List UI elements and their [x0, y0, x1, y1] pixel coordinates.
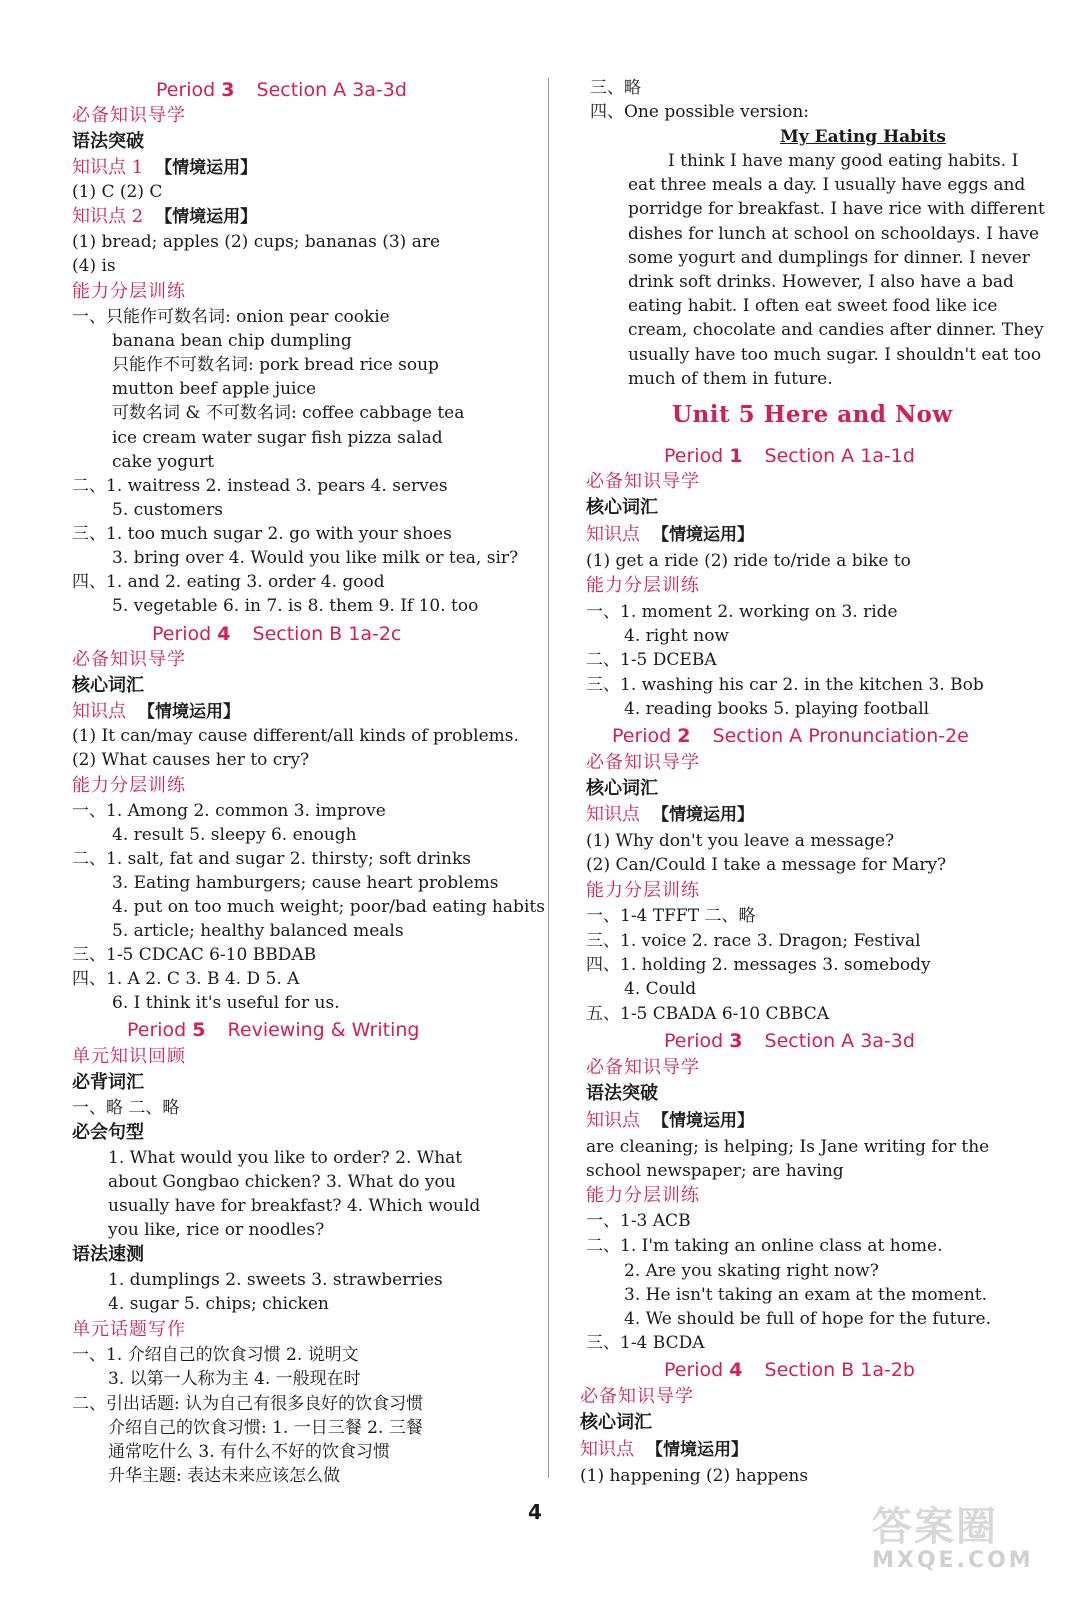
- answer-line: 五、1-5 CBADA 6-10 CBBCA: [586, 1004, 830, 1024]
- knowledge-point-heading: [72, 700, 240, 724]
- subsection-heading: 核心词汇: [586, 778, 658, 799]
- answer-line: dishes for lunch at school on schooldays. I have: [628, 224, 1040, 244]
- situation-tag: 【情境运用】: [155, 158, 258, 178]
- period-label: Period: [664, 445, 730, 467]
- answer-line: 三、1-5 CDCAC 6-10 BBDAB: [72, 945, 317, 965]
- answer-line: eating habit. I often eat sweet food like ice: [628, 296, 998, 316]
- situation-tag: 【情境运用】: [652, 1111, 754, 1131]
- answer-line: 一、1. 介绍自己的饮食习惯 2. 说明文: [72, 1345, 359, 1365]
- answer-line: usually have too much sugar. I shouldn't eat too: [628, 345, 1042, 365]
- answer-line: (1) happening (2) happens: [580, 1466, 809, 1486]
- answer-line: 四、1. and 2. eating 3. order 4. good: [72, 572, 385, 592]
- answer-line: 通常吃什么 3. 有什么不好的饮食习惯: [108, 1442, 391, 1462]
- period-label: Period: [152, 623, 218, 645]
- answer-line: 4. reading books 5. playing football: [624, 699, 930, 719]
- answer-line: are cleaning; is helping; Is Jane writing for the: [586, 1137, 990, 1157]
- knowledge-point-heading: [580, 1438, 748, 1462]
- section-heading: 能力分层训练: [586, 1185, 700, 1206]
- section-heading: 能力分层训练: [586, 575, 700, 596]
- answer-line: 1. dumplings 2. sweets 3. strawberries: [108, 1270, 443, 1290]
- answer-line: 一、1. Among 2. common 3. improve: [72, 801, 386, 821]
- answer-line: 4. result 5. sleepy 6. enough: [112, 825, 357, 845]
- answer-line: (1) It can/may cause different/all kinds of problems.: [72, 726, 519, 746]
- section-label: Section B 1a-2c: [252, 623, 402, 645]
- subsection-heading: 必背词汇: [72, 1072, 144, 1093]
- answer-line: 四、1. holding 2. messages 3. somebody: [586, 955, 931, 975]
- answer-line: ice cream water sugar fish pizza salad: [112, 428, 443, 448]
- answer-line: 1. What would you like to order? 2. What: [108, 1148, 463, 1168]
- section-heading: 必备知识导学: [586, 1057, 700, 1078]
- answer-line: 3. bring over 4. Would you like milk or tea, sir?: [112, 548, 519, 568]
- answer-line: 三、1-4 BCDA: [586, 1333, 705, 1353]
- answer-line: 介绍自己的饮食习惯: 1. 一日三餐 2. 三餐: [108, 1418, 423, 1438]
- subsection-heading: 语法突破: [72, 131, 144, 152]
- knowledge-point-label: 知识点: [72, 701, 126, 722]
- knowledge-point-label: 知识点 1: [72, 157, 144, 178]
- situation-tag: 【情境运用】: [652, 805, 754, 825]
- period-label: Period: [664, 1030, 730, 1052]
- watermark-text: 答案圈: [872, 1504, 998, 1550]
- knowledge-point-heading: [586, 803, 754, 827]
- period-label: Period: [664, 1359, 730, 1381]
- answer-line: 四、One possible version:: [590, 102, 809, 122]
- answer-line: usually have for breakfast? 4. Which would: [108, 1196, 481, 1216]
- section-label: Section A 3a-3d: [256, 79, 407, 101]
- answer-line: (2) Can/Could I take a message for Mary?: [586, 855, 947, 875]
- period-number: 5: [192, 1019, 206, 1041]
- section-heading: 能力分层训练: [586, 880, 700, 901]
- period-heading: [612, 724, 969, 748]
- answer-line: eat three meals a day. I usually have eggs and: [628, 175, 1026, 195]
- subsection-heading: 语法突破: [586, 1083, 658, 1104]
- period-heading: [152, 622, 401, 646]
- period-label: Period: [156, 79, 222, 101]
- answer-line: porridge for breakfast. I have rice with different: [628, 199, 1045, 219]
- answer-line: 四、1. A 2. C 3. B 4. D 5. A: [72, 969, 300, 989]
- answer-line: mutton beef apple juice: [112, 379, 317, 399]
- period-number: 3: [221, 79, 235, 101]
- knowledge-point-label: 知识点 2: [72, 206, 144, 227]
- section-label: Section A 3a-3d: [764, 1030, 915, 1052]
- answer-line: 一、1-4 TFFT 二、略: [586, 906, 756, 926]
- answer-line: (1) C (2) C: [72, 182, 163, 202]
- answer-line: 6. I think it's useful for us.: [112, 993, 340, 1013]
- essay-title: My Eating Habits: [780, 127, 946, 147]
- answer-line: 二、1. waitress 2. instead 3. pears 4. serves: [72, 476, 448, 496]
- answer-line: 5. article; healthy balanced meals: [112, 921, 404, 941]
- answer-line: 三、1. washing his car 2. in the kitchen 3. Bob: [586, 675, 984, 695]
- answer-line: 2. Are you skating right now?: [624, 1261, 879, 1281]
- subsection-heading: 语法速测: [72, 1244, 144, 1265]
- page-number: 4: [528, 1500, 542, 1524]
- situation-tag: 【情境运用】: [646, 1440, 748, 1460]
- answer-line: 一、只能作可数名词: onion pear cookie: [72, 307, 390, 327]
- subsection-heading: 核心词汇: [580, 1412, 652, 1433]
- subsection-heading: 核心词汇: [586, 497, 658, 518]
- answer-line: about Gongbao chicken? 3. What do you: [108, 1172, 456, 1192]
- answer-line: some yogurt and dumplings for dinner. I never: [628, 248, 1030, 268]
- answer-line: cake yogurt: [112, 452, 215, 472]
- section-heading: 必备知识导学: [72, 649, 186, 670]
- answer-line: 二、引出话题: 认为自己有很多良好的饮食习惯: [72, 1394, 424, 1414]
- section-label: Reviewing & Writing: [227, 1019, 420, 1041]
- period-heading: [664, 1029, 915, 1053]
- period-label: Period: [612, 725, 678, 747]
- period-heading: [664, 444, 915, 468]
- answer-line: banana bean chip dumpling: [112, 331, 352, 351]
- knowledge-point-heading: [72, 156, 257, 180]
- answer-line: 二、1. I'm taking an online class at home.: [586, 1236, 943, 1256]
- answer-line: 4. put on too much weight; poor/bad eating habits: [112, 897, 545, 917]
- answer-line: 4. sugar 5. chips; chicken: [108, 1294, 329, 1314]
- period-number: 3: [729, 1030, 743, 1052]
- subsection-heading: 核心词汇: [72, 675, 144, 696]
- period-number: 4: [217, 623, 231, 645]
- answer-line: (1) get a ride (2) ride to/ride a bike to: [586, 551, 911, 571]
- situation-tag: 【情境运用】: [155, 207, 258, 227]
- section-heading: 必备知识导学: [580, 1386, 694, 1407]
- situation-tag: 【情境运用】: [138, 702, 240, 722]
- answer-line: (1) bread; apples (2) cups; bananas (3) are: [72, 232, 441, 252]
- answer-line: 三、略: [590, 78, 641, 98]
- answer-line: 一、略 二、略: [72, 1098, 180, 1118]
- answer-line: 4. We should be full of hope for the future.: [624, 1309, 991, 1329]
- answer-line: drink soft drinks. However, I also have a bad: [628, 272, 1014, 292]
- period-heading: [156, 78, 407, 102]
- section-heading: 能力分层训练: [72, 281, 186, 302]
- answer-line: you like, rice or noodles?: [108, 1220, 325, 1240]
- period-label: Period: [127, 1019, 193, 1041]
- column-divider: [548, 78, 549, 1478]
- answer-line: 只能作不可数名词: pork bread rice soup: [112, 355, 439, 375]
- answer-line: 可数名词 & 不可数名词: coffee cabbage tea: [112, 403, 465, 423]
- situation-tag: 【情境运用】: [652, 525, 754, 545]
- answer-line: 升华主题: 表达未来应该怎么做: [108, 1466, 341, 1486]
- answer-line: 二、1. salt, fat and sugar 2. thirsty; soft drinks: [72, 849, 471, 869]
- section-heading: 单元知识回顾: [72, 1046, 186, 1067]
- watermark-logo: [872, 1505, 1052, 1575]
- answer-line: 一、1-3 ACB: [586, 1211, 691, 1231]
- answer-line: (4) is: [72, 256, 116, 276]
- watermark-url: MXQE.COM: [872, 1548, 1034, 1573]
- section-label: Section A 1a-1d: [764, 445, 915, 467]
- section-heading: 必备知识导学: [586, 471, 700, 492]
- answer-line: 三、1. too much sugar 2. go with your shoes: [72, 524, 452, 544]
- answer-line: 3. He isn't taking an exam at the moment.: [624, 1285, 988, 1305]
- answer-line: school newspaper; are having: [586, 1161, 844, 1181]
- knowledge-point-heading: [586, 523, 754, 547]
- knowledge-point-label: 知识点: [586, 804, 640, 825]
- answer-line: 4. Could: [624, 979, 697, 999]
- unit-title: Unit 5 Here and Now: [672, 401, 953, 428]
- knowledge-point-heading: [586, 1109, 754, 1133]
- section-heading: 单元话题写作: [72, 1319, 186, 1340]
- section-label: Section A Pronunciation-2e: [712, 725, 969, 747]
- answer-line: (1) Why don't you leave a message?: [586, 831, 895, 851]
- period-heading: [127, 1018, 419, 1042]
- answer-line: 3. Eating hamburgers; cause heart problems: [112, 873, 499, 893]
- section-label: Section B 1a-2b: [764, 1359, 915, 1381]
- knowledge-point-label: 知识点: [580, 1439, 634, 1460]
- answer-line: (2) What causes her to cry?: [72, 750, 310, 770]
- subsection-heading: 必会句型: [72, 1122, 144, 1143]
- period-heading: [664, 1358, 915, 1382]
- section-heading: 能力分层训练: [72, 775, 186, 796]
- answer-line: 5. vegetable 6. in 7. is 8. them 9. If 10. too: [112, 596, 479, 616]
- knowledge-point-heading: [72, 205, 257, 229]
- period-number: 1: [729, 445, 743, 467]
- section-heading: 必备知识导学: [72, 105, 186, 126]
- answer-line: 3. 以第一人称为主 4. 一般现在时: [108, 1369, 361, 1389]
- answer-line: cream, chocolate and candies after dinner. They: [628, 320, 1044, 340]
- answer-line: 二、1-5 DCEBA: [586, 650, 717, 670]
- knowledge-point-label: 知识点: [586, 1110, 640, 1131]
- period-number: 4: [729, 1359, 743, 1381]
- period-number: 2: [677, 725, 691, 747]
- knowledge-point-label: 知识点: [586, 524, 640, 545]
- answer-line: I think I have many good eating habits. I: [668, 151, 1019, 171]
- answer-line: 5. customers: [112, 500, 223, 520]
- answer-line: 4. right now: [624, 626, 729, 646]
- answer-line: 三、1. voice 2. race 3. Dragon; Festival: [586, 931, 921, 951]
- answer-line: 一、1. moment 2. working on 3. ride: [586, 602, 898, 622]
- answer-line: much of them in future.: [628, 369, 833, 389]
- section-heading: 必备知识导学: [586, 752, 700, 773]
